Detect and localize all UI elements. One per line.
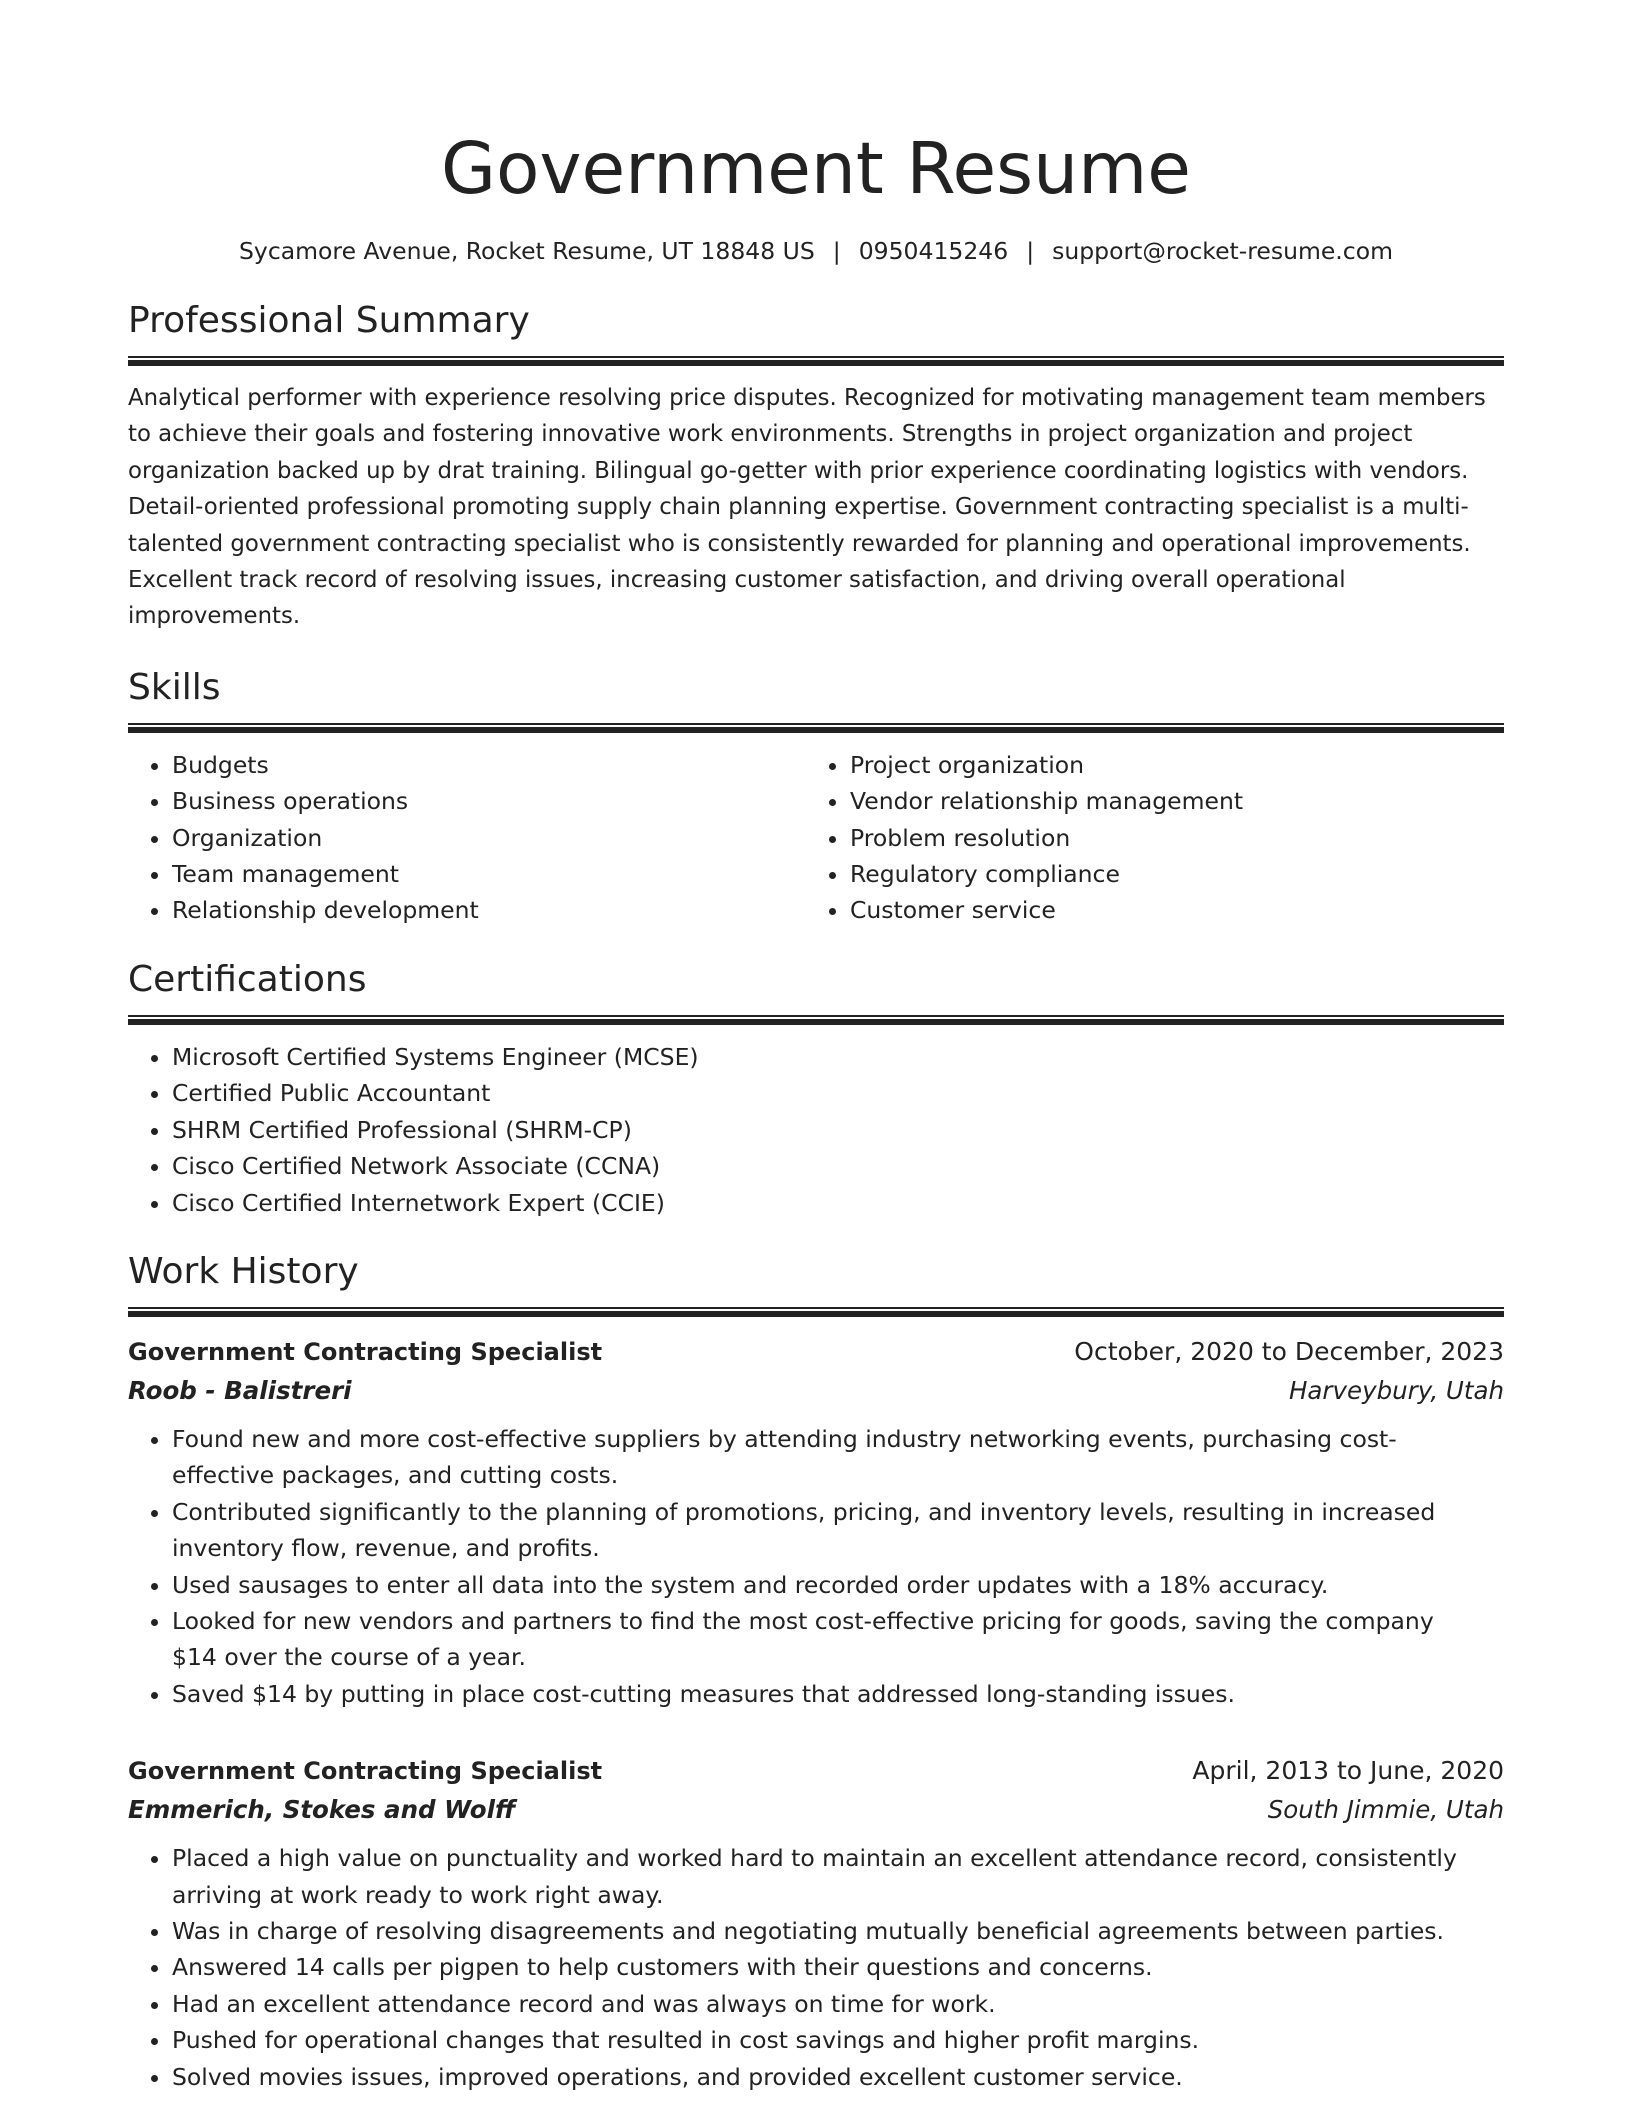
- resume-page: [128, 0, 1504, 2095]
- certification-item: • Cisco Certified Network Associate (CCNA): [172, 1148, 1504, 1184]
- job-bullet: • Was in charge of resolving disagreements and negotiating mutually beneficial agreements between parties.: [172, 1913, 1504, 1949]
- skill-item: • Vendor relationship management: [850, 783, 1484, 819]
- contact-email: support@rocket-resume.com: [1052, 237, 1393, 265]
- contact-phone: 0950415246: [858, 237, 1009, 265]
- certification-item: • Cisco Certified Internetwork Expert (CCIE): [172, 1185, 1504, 1221]
- skills-column-right: [806, 747, 1484, 929]
- section-divider: [128, 1015, 1504, 1025]
- job-location: Harveybury, Utah: [1289, 1375, 1504, 1405]
- skills-grid: [128, 747, 1504, 929]
- job-location: South Jimmie, Utah: [1267, 1795, 1504, 1825]
- certification-item: • SHRM Certified Professional (SHRM-CP): [172, 1112, 1504, 1148]
- resume-title: Government Resume: [440, 127, 1191, 210]
- job-entry: [128, 1333, 1504, 1712]
- skill-item: • Project organization: [850, 747, 1484, 783]
- summary-section: [128, 298, 1504, 635]
- job-bullet: • Contributed significantly to the planning of promotions, pricing, and inventory levels, resulting in increased inventory flow, revenue, and profits.: [172, 1494, 1504, 1567]
- job-title: Government Contracting Specialist: [128, 1757, 603, 1786]
- certification-item: • Certified Public Accountant: [172, 1075, 1504, 1111]
- job-company-row: [128, 1790, 1504, 1830]
- job-bullet: • Found new and more cost-effective suppliers by attending industry networking events, purchasing cost-effective packages, and cutting costs.: [172, 1421, 1504, 1494]
- job-header-row: [128, 1752, 1504, 1790]
- skill-item: • Budgets: [172, 747, 806, 783]
- skills-heading: Skills: [128, 666, 221, 708]
- section-divider: [128, 723, 1504, 733]
- job-company: Roob - Balistreri: [128, 1375, 352, 1405]
- contact-line: [128, 236, 1504, 266]
- section-divider: [128, 1307, 1504, 1317]
- job-title: Government Contracting Specialist: [128, 1337, 603, 1366]
- contact-separator: |: [832, 237, 841, 265]
- certifications-section: [128, 957, 1504, 1221]
- job-dates: April, 2013 to June, 2020: [1192, 1756, 1504, 1786]
- summary-heading: Professional Summary: [128, 300, 530, 341]
- job-bullet: • Saved $14 by putting in place cost-cutting measures that addressed long-standing issues.: [172, 1676, 1504, 1712]
- contact-separator: |: [1026, 237, 1035, 265]
- job-header-row: [128, 1333, 1504, 1371]
- certifications-list: [128, 1039, 1504, 1221]
- job-bullet: • Solved movies issues, improved operations, and provided excellent customer service.: [172, 2059, 1504, 2095]
- job-company: Emmerich, Stokes and Wolff: [128, 1795, 516, 1825]
- job-bullets: [128, 1421, 1504, 1712]
- summary-text: Analytical performer with experience resolving price disputes. Recognized for motivating management team members to achieve their goals and fostering innovative work environments. Strengths in project organization and project organization backed up by drat training. Bilingual go-getter with prior experience coordinating logistics with vendors. Detail-oriented professional promoting supply chain planning expertise. Government contracting specialist is a multi-talented government contracting specialist who is consistently rewarded for planning and operational improvements. Excellent track record of resolving issues, increasing customer satisfaction, and driving overall operational improvements.: [128, 385, 1486, 630]
- job-bullet: • Placed a high value on punctuality and worked hard to maintain an excellent attendance record, consistently arriving at work ready to work right away.: [172, 1840, 1504, 1913]
- certifications-heading: Certifications: [128, 958, 367, 1000]
- job-bullet: • Used sausages to enter all data into the system and recorded order updates with a 18% accuracy.: [172, 1567, 1504, 1603]
- skill-item: • Relationship development: [172, 892, 806, 928]
- work-history-heading: Work History: [128, 1250, 359, 1292]
- contact-address: Sycamore Avenue, Rocket Resume, UT 18848 US: [239, 237, 815, 265]
- skill-item: • Team management: [172, 856, 806, 892]
- job-bullets: [128, 1840, 1504, 2095]
- skills-column-left: [128, 747, 806, 929]
- skill-item: • Business operations: [172, 783, 806, 819]
- skill-item: • Problem resolution: [850, 820, 1484, 856]
- skill-item: • Regulatory compliance: [850, 856, 1484, 892]
- skills-section: [128, 665, 1504, 929]
- job-bullet: • Pushed for operational changes that resulted in cost savings and higher profit margins.: [172, 2022, 1504, 2058]
- job-bullet: • Had an excellent attendance record and was always on time for work.: [172, 1986, 1504, 2022]
- job-dates: October, 2020 to December, 2023: [1074, 1336, 1504, 1366]
- section-divider: [128, 356, 1504, 366]
- work-history-section: [128, 1249, 1504, 2095]
- job-bullet: • Answered 14 calls per pigpen to help customers with their questions and concerns.: [172, 1949, 1504, 1985]
- job-entry: [128, 1752, 1504, 2095]
- skill-item: • Organization: [172, 820, 806, 856]
- certification-item: • Microsoft Certified Systems Engineer (MCSE): [172, 1039, 1504, 1075]
- job-company-row: [128, 1371, 1504, 1411]
- job-bullet: • Looked for new vendors and partners to find the most cost-effective pricing for goods, saving the company $14 over the course of a year.: [172, 1603, 1504, 1676]
- skill-item: • Customer service: [850, 892, 1484, 928]
